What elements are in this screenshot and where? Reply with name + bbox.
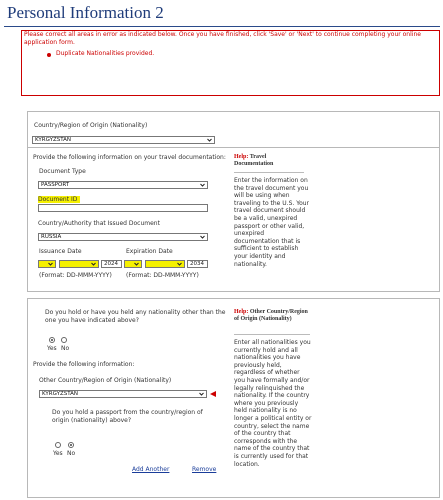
travel-doc-help-text: Enter the information on the travel document you will be using when traveling to the U.S. Your travel document should be a valid, unexpired passport or other valid, unexpired documentation that is sufficient to establish your identity and nationality. (234, 177, 310, 268)
issuance-month-select[interactable] (59, 260, 99, 268)
error-summary-box (21, 30, 440, 96)
issuance-day-select[interactable] (38, 260, 56, 268)
other-nationality-label: Other Country/Region of Origin (Nationality) (39, 377, 172, 384)
issuance-date-label: Issuance Date (39, 248, 82, 255)
doc-type-label: Document Type (39, 168, 86, 175)
title-divider (4, 26, 440, 27)
help-prefix: Help: (234, 154, 249, 160)
error-bullet-icon (47, 53, 51, 57)
passport-no-label: No (67, 450, 76, 457)
nationality-panel (27, 111, 440, 151)
expiration-month-select[interactable] (145, 260, 185, 268)
issuing-country-label: Country/Authority that Issued Document (38, 220, 160, 227)
passport-yes-label: Yes (53, 450, 63, 457)
no-label: No (61, 345, 70, 352)
issuing-country-select[interactable] (38, 233, 208, 241)
doc-type-select[interactable] (38, 181, 208, 189)
passport-question: Do you hold a passport from the country/region of origin (nationality) above? (52, 409, 203, 424)
nationality-label: Country/Region of Origin (Nationality) (34, 122, 148, 129)
doc-id-input[interactable] (38, 204, 208, 212)
other-nationality-help-text: Enter all nationalities you currently hold and all nationalities you have previously held, regardless of whether you have formally and/or legally relinquished the nationality. If the country where you previously held nationality is no longer a political entity or country, select the name of the country that corresponds with the name of the country that is currently used for that location. (234, 339, 312, 468)
help-divider (234, 334, 310, 335)
nationality-select-value: KYRGYZSTAN (35, 137, 72, 143)
page-title: Personal Information 2 (7, 3, 164, 22)
travel-doc-help-title (234, 154, 294, 168)
help-prefix: Help: (234, 309, 249, 315)
chevron-down-icon (90, 261, 97, 267)
other-nationality-panel (27, 298, 440, 498)
issuing-country-value: RUSSIA (41, 234, 62, 240)
other-nationality-question: Do you hold or have you held any nationality other than the one you have indicated above? (45, 309, 226, 324)
passport-yes-radio[interactable] (55, 442, 61, 448)
help-title-text: Other Country/Region of Origin (Nationality) (234, 309, 308, 322)
other-nationality-help-title (234, 309, 314, 323)
error-flag-icon (210, 391, 216, 397)
other-nationality-select[interactable] (39, 390, 207, 398)
chevron-down-icon (206, 137, 213, 143)
help-title-text: Travel Documentation (234, 154, 274, 167)
travel-document-panel (27, 147, 440, 292)
remove-link[interactable]: Remove (192, 466, 217, 473)
issuance-format-hint: (Format: DD-MMM-YYYY) (39, 272, 112, 279)
chevron-down-icon (176, 261, 183, 267)
expiration-year-value: 2034 (190, 261, 204, 267)
nationality-select[interactable] (32, 136, 215, 144)
help-divider (234, 172, 304, 173)
expiration-format-hint: (Format: DD-MMM-YYYY) (126, 272, 199, 279)
doc-type-value: PASSPORT (41, 182, 70, 188)
other-nationality-yes-radio[interactable] (49, 337, 55, 343)
chevron-down-icon (199, 234, 206, 240)
other-nationality-no-radio[interactable] (61, 337, 67, 343)
add-another-link[interactable]: Add Another (132, 466, 170, 473)
chevron-down-icon (133, 261, 140, 267)
error-item: Duplicate Nationalities provided. (56, 50, 155, 57)
chevron-down-icon (198, 391, 205, 397)
chevron-down-icon (47, 261, 54, 267)
passport-no-radio[interactable] (68, 442, 74, 448)
doc-id-label: Document ID (38, 196, 80, 203)
other-nationality-value: KYRGYZSTAN (42, 391, 79, 397)
chevron-down-icon (199, 182, 206, 188)
issuance-year-value: 2024 (104, 261, 118, 267)
yes-label: Yes (47, 345, 57, 352)
expiration-year-input[interactable] (187, 260, 208, 268)
error-message: Please correct all areas in error as indicated below. Once you have finished, click 'Save' or 'Next' to continue completing your online application form. (24, 31, 421, 46)
travel-doc-intro: Provide the following information on your travel documentation: (33, 154, 226, 161)
expiration-date-label: Expiration Date (126, 248, 173, 255)
expiration-day-select[interactable] (124, 260, 142, 268)
issuance-year-input[interactable] (101, 260, 122, 268)
other-nationality-intro: Provide the following information: (33, 361, 135, 368)
